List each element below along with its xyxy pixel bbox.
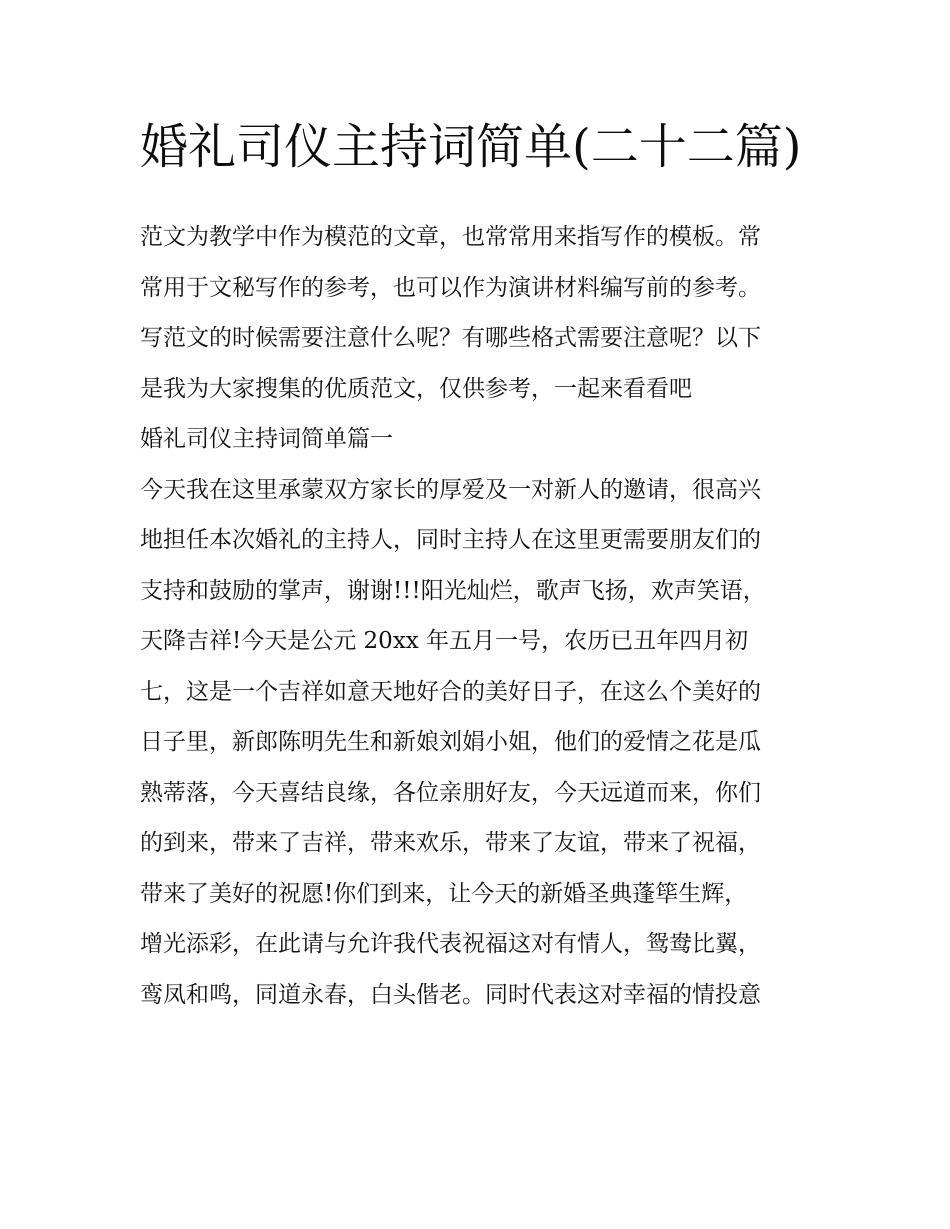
body-line: 的到来，带来了吉祥，带来欢乐，带来了友谊，带来了祝福， <box>140 830 761 856</box>
body-line: 地担任本次婚礼的主持人，同时主持人在这里更需要朋友们的 <box>140 527 761 553</box>
body-line: 熟蒂落，今天喜结良缘，各位亲朋好友，今天远道而来，你们 <box>140 779 761 806</box>
body-line: 带来了美好的祝愿!你们到来，让今天的新婚圣典蓬筚生辉， <box>140 880 748 907</box>
body-line: 天降吉祥!今天是公元 20xx 年五月一号，农历已丑年四月初 <box>140 628 749 654</box>
document-page <box>140 110 812 1020</box>
section-heading: 婚礼司仪主持词简单篇一 <box>140 426 393 452</box>
body-line: 是我为大家搜集的优质范文，仅供参考，一起来看看吧 <box>140 375 692 402</box>
document-title: 婚礼司仪主持词简单(二十二篇) <box>140 119 802 175</box>
body-line: 常用于文秘写作的参考，也可以作为演讲材料编写前的参考。 <box>140 274 761 301</box>
body-line: 鸾凤和鸣，同道永春，白头偕老。同时代表这对幸福的情投意 <box>140 981 761 1008</box>
body-line: 支持和鼓励的掌声，谢谢!!!阳光灿烂，歌声飞扬，欢声笑语， <box>140 577 766 604</box>
body-line: 今天我在这里承蒙双方家长的厚爱及一对新人的邀请，很高兴 <box>140 476 761 503</box>
body-line: 增光添彩，在此请与允许我代表祝福这对有情人，鸳鸯比翼， <box>140 931 761 957</box>
body-line: 七，这是一个吉祥如意天地好合的美好日子，在这么个美好的 <box>140 678 761 705</box>
body-line: 写范文的时候需要注意什么呢？有哪些格式需要注意呢？以下 <box>140 325 761 351</box>
body-line: 日子里，新郎陈明先生和新娘刘娟小姐，他们的爱情之花是瓜 <box>140 729 761 755</box>
document-body <box>140 212 812 1020</box>
body-line: 范文为教学中作为模范的文章，也常常用来指写作的模板。常 <box>140 224 761 250</box>
